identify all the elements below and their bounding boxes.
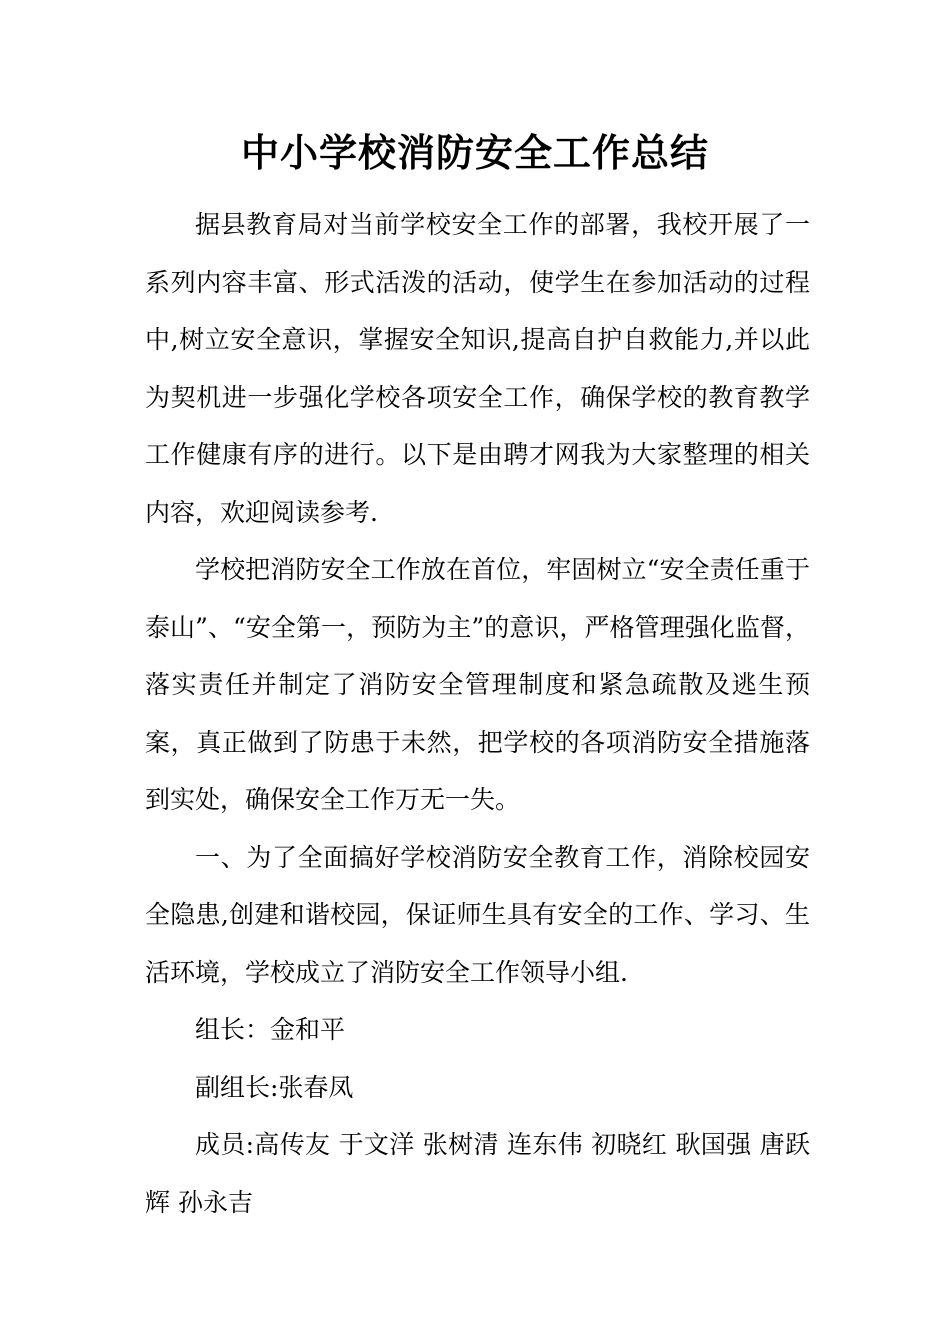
document-title: 中小学校消防安全工作总结	[240, 130, 709, 175]
document-body	[145, 196, 810, 1231]
members-line: 成员:高传友 于文洋 张树清 连东伟 初晓红 耿国强 唐跃辉 孙永吉	[145, 1130, 810, 1217]
group-leader-line: 组长：金和平	[195, 1015, 346, 1044]
paragraph-group-setup: 一、为了全面搞好学校消防安全教育工作，消除校园安全隐患,创建和谐校园，保证师生具有安全的工作、学习、生活环境，学校成立了消防安全工作领导小组.	[145, 842, 810, 987]
paragraph-intro: 据县教育局对当前学校安全工作的部署，我校开展了一系列内容丰富、形式活泼的活动，使学生在参加活动的过程中,树立安全意识，掌握安全知识,提高自护自救能力,并以此为契机进一步强化学校各项安全工作，确保学校的教育教学工作健康有序的进行。以下是由聘才网我为大家整理的相关内容，欢迎阅读参考.	[145, 210, 810, 527]
deputy-leader-line: 副组长:张春凤	[195, 1072, 354, 1102]
paragraph-priority: 学校把消防安全工作放在首位，牢固树立“安全责任重于泰山”、“安全第一，预防为主”的意识，严格管理强化监督，落实责任并制定了消防安全管理制度和紧急疏散及逃生预案，真正做到了防患于未然，把学校的各项消防安全措施落到实处，确保安全工作万无一失。	[145, 555, 810, 814]
